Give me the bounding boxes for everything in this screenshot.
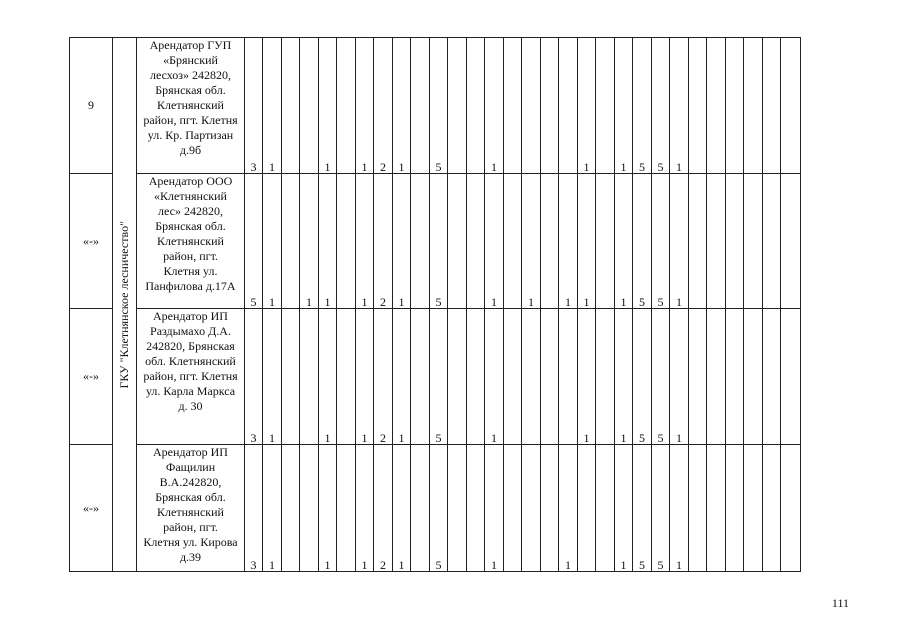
value-cell: 1 bbox=[559, 174, 578, 309]
value-cell bbox=[282, 445, 300, 572]
value-cell bbox=[282, 309, 300, 445]
value-cell bbox=[707, 445, 726, 572]
value-cell bbox=[726, 445, 744, 572]
value-cell: 1 bbox=[393, 174, 411, 309]
value-cell bbox=[448, 309, 467, 445]
value-cell bbox=[337, 38, 356, 174]
value-cell: 5 bbox=[652, 38, 670, 174]
value-cell: 1 bbox=[393, 309, 411, 445]
value-cell bbox=[411, 445, 430, 572]
page-number: 111 bbox=[831, 596, 849, 610]
value-cell bbox=[467, 445, 485, 572]
value-cell: 2 bbox=[374, 174, 393, 309]
value-cell: 2 bbox=[374, 445, 393, 572]
value-cell bbox=[467, 309, 485, 445]
value-cell bbox=[689, 38, 707, 174]
value-cell bbox=[781, 174, 801, 309]
value-cell: 1 bbox=[263, 309, 282, 445]
value-cell: 1 bbox=[485, 174, 504, 309]
value-cell bbox=[596, 309, 615, 445]
value-cell bbox=[744, 309, 763, 445]
value-cell bbox=[300, 38, 319, 174]
value-cell bbox=[282, 174, 300, 309]
value-cell: 2 bbox=[374, 38, 393, 174]
value-cell: 1 bbox=[559, 445, 578, 572]
value-cell: 1 bbox=[356, 38, 374, 174]
value-cell bbox=[282, 38, 300, 174]
value-cell: 1 bbox=[670, 445, 689, 572]
value-cell: 5 bbox=[430, 309, 448, 445]
value-cell: 1 bbox=[615, 38, 633, 174]
value-cell: 1 bbox=[578, 174, 596, 309]
value-cell bbox=[559, 38, 578, 174]
value-cell bbox=[763, 174, 781, 309]
table-row bbox=[70, 309, 801, 445]
value-cell bbox=[596, 445, 615, 572]
value-cell: 5 bbox=[652, 309, 670, 445]
value-cell bbox=[300, 309, 319, 445]
value-cell: 5 bbox=[245, 174, 263, 309]
table-row bbox=[70, 445, 801, 572]
value-cell: 1 bbox=[485, 445, 504, 572]
value-cell bbox=[689, 174, 707, 309]
value-cell: 1 bbox=[263, 38, 282, 174]
value-cell bbox=[689, 309, 707, 445]
value-cell bbox=[541, 174, 559, 309]
value-cell: 1 bbox=[393, 445, 411, 572]
value-cell: 1 bbox=[319, 445, 337, 572]
value-cell bbox=[596, 38, 615, 174]
value-cell: 1 bbox=[263, 174, 282, 309]
tenant-description: Арендатор ИП Фащилин В.А.242820, Брянская обл. Клетнянский район, пгт. Клетня ул. Кирова д.39 bbox=[137, 445, 245, 572]
value-cell bbox=[337, 445, 356, 572]
value-cell bbox=[707, 38, 726, 174]
value-cell bbox=[707, 309, 726, 445]
value-cell: 1 bbox=[615, 174, 633, 309]
value-cell: 1 bbox=[319, 309, 337, 445]
value-cell bbox=[448, 38, 467, 174]
row-number: 9 bbox=[70, 38, 113, 174]
value-cell bbox=[504, 445, 522, 572]
value-cell: 1 bbox=[615, 445, 633, 572]
value-cell: 5 bbox=[652, 174, 670, 309]
value-cell: 5 bbox=[430, 38, 448, 174]
value-cell bbox=[504, 309, 522, 445]
value-cell bbox=[411, 309, 430, 445]
value-cell bbox=[541, 38, 559, 174]
value-cell bbox=[448, 445, 467, 572]
value-cell: 5 bbox=[633, 445, 652, 572]
value-cell bbox=[781, 445, 801, 572]
value-cell bbox=[744, 445, 763, 572]
tenant-description: Арендатор ИП Раздымахо Д.А. 242820, Брянская обл. Клетнянский район, пгт. Клетня ул. Карла Маркса д. 30 bbox=[137, 309, 245, 445]
value-cell: 1 bbox=[670, 309, 689, 445]
value-cell: 5 bbox=[633, 309, 652, 445]
value-cell: 1 bbox=[670, 174, 689, 309]
value-cell: 1 bbox=[356, 445, 374, 572]
table-row bbox=[70, 38, 801, 174]
value-cell: 1 bbox=[319, 174, 337, 309]
value-cell: 1 bbox=[356, 174, 374, 309]
value-cell: 5 bbox=[430, 174, 448, 309]
value-cell bbox=[467, 38, 485, 174]
data-sheet bbox=[69, 37, 801, 572]
data-table bbox=[69, 37, 801, 572]
value-cell bbox=[541, 309, 559, 445]
value-cell bbox=[300, 445, 319, 572]
value-cell: 5 bbox=[430, 445, 448, 572]
value-cell: 1 bbox=[263, 445, 282, 572]
value-cell bbox=[763, 38, 781, 174]
value-cell bbox=[337, 174, 356, 309]
value-cell: 3 bbox=[245, 38, 263, 174]
value-cell bbox=[411, 174, 430, 309]
value-cell bbox=[689, 445, 707, 572]
value-cell bbox=[559, 309, 578, 445]
value-cell bbox=[744, 38, 763, 174]
value-cell bbox=[522, 38, 541, 174]
value-cell: 1 bbox=[485, 38, 504, 174]
row-number: «-» bbox=[70, 174, 113, 309]
value-cell: 3 bbox=[245, 309, 263, 445]
value-cell: 5 bbox=[652, 445, 670, 572]
value-cell bbox=[522, 445, 541, 572]
value-cell bbox=[337, 309, 356, 445]
value-cell: 1 bbox=[300, 174, 319, 309]
value-cell bbox=[763, 445, 781, 572]
table-row bbox=[70, 174, 801, 309]
organization-name: ГКУ "Клетнянское лесничество" bbox=[117, 220, 131, 389]
organization-cell bbox=[113, 38, 137, 572]
tenant-description: Арендатор ГУП «Брянский лесхоз» 242820, Брянская обл. Клетнянский район, пгт. Клетня ул. Кр. Партизан д.9б bbox=[137, 38, 245, 174]
tenant-description: Арендатор ООО «Клетнянский лес» 242820, Брянская обл. Клетнянский район, пгт. Клетня ул. Панфилова д.17А bbox=[137, 174, 245, 309]
value-cell bbox=[781, 309, 801, 445]
value-cell: 1 bbox=[578, 309, 596, 445]
value-cell bbox=[522, 309, 541, 445]
value-cell: 1 bbox=[356, 309, 374, 445]
value-cell bbox=[504, 174, 522, 309]
value-cell bbox=[467, 174, 485, 309]
value-cell: 5 bbox=[633, 174, 652, 309]
value-cell bbox=[726, 174, 744, 309]
value-cell bbox=[763, 309, 781, 445]
value-cell: 3 bbox=[245, 445, 263, 572]
value-cell: 1 bbox=[615, 309, 633, 445]
value-cell bbox=[578, 445, 596, 572]
value-cell bbox=[541, 445, 559, 572]
value-cell: 1 bbox=[670, 38, 689, 174]
value-cell bbox=[504, 38, 522, 174]
value-cell: 1 bbox=[485, 309, 504, 445]
value-cell: 1 bbox=[393, 38, 411, 174]
value-cell: 1 bbox=[578, 38, 596, 174]
value-cell bbox=[448, 174, 467, 309]
row-number: «-» bbox=[70, 445, 113, 572]
value-cell bbox=[596, 174, 615, 309]
value-cell bbox=[726, 38, 744, 174]
value-cell: 1 bbox=[522, 174, 541, 309]
row-number: «-» bbox=[70, 309, 113, 445]
value-cell bbox=[781, 38, 801, 174]
value-cell bbox=[744, 174, 763, 309]
value-cell bbox=[726, 309, 744, 445]
value-cell: 1 bbox=[319, 38, 337, 174]
value-cell bbox=[411, 38, 430, 174]
value-cell bbox=[707, 174, 726, 309]
value-cell: 5 bbox=[633, 38, 652, 174]
value-cell: 2 bbox=[374, 309, 393, 445]
